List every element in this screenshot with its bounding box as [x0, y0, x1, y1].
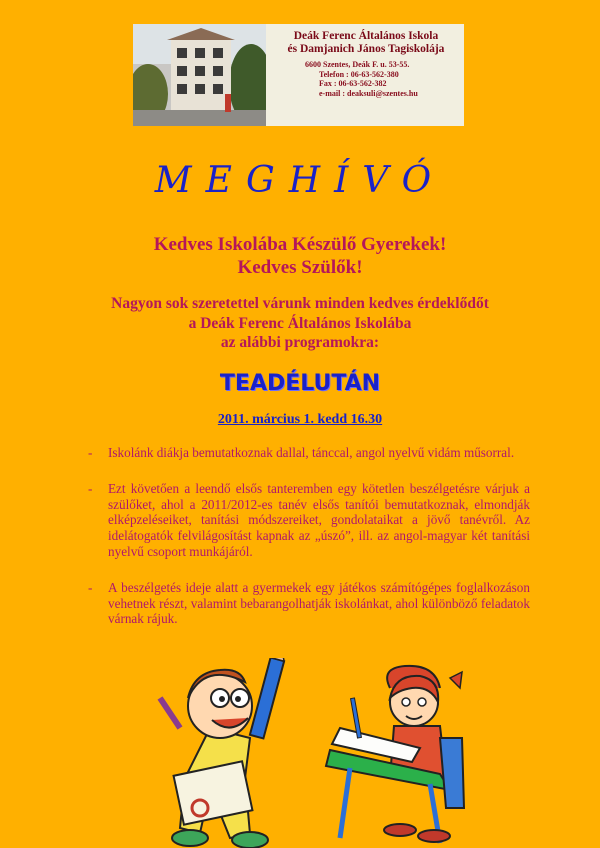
school-fax: Fax : 06-63-562-382	[319, 79, 387, 89]
bullet-dash: -	[88, 445, 93, 460]
program-item-text: Iskolánk diákja bemutatkoznak dallal, tánccal, angol nyelvű vidám műsorral.	[108, 445, 515, 460]
girl-at-desk-cartoon	[326, 666, 464, 843]
school-contact-block	[271, 30, 461, 98]
intro-line3: az alábbi programokra:	[220, 334, 380, 351]
school-email: e-mail : deaksuli@szentes.hu	[319, 88, 418, 98]
program-item	[88, 481, 530, 560]
program-item-text: Ezt követően a leendő elsős tanteremben egy kötetlen beszélgetésre várjuk a szülőket, ahol a 2011/2012-es tanév elsős tanítói bemutatkoznak, elmondják elképzeléseiket, tanítási módszereiket, gondolataikat a jövő tanévről. Az idelátogatók felvilágosítást kapnak az „úszó”, ill. az angol-magyar két tanítási nyelvű csoport munkájáról.	[108, 480, 530, 559]
greeting-children: Kedves Iskolába Készülő Gyerekek!	[153, 234, 447, 255]
school-phone: Telefon : 06-63-562-380	[319, 69, 399, 79]
invitation-title: MEGHÍVÓ	[154, 160, 446, 201]
school-name-line2: és Damjanich János Tagiskolája	[287, 43, 445, 55]
event-name: TEADÉLUTÁN	[219, 371, 381, 396]
school-name-line1: Deák Ferenc Általános Iskola	[293, 30, 439, 42]
intro-text	[0, 294, 600, 353]
school-address: 6600 Szentes, Deák F. u. 53-55.	[305, 60, 410, 69]
intro-line1: Nagyon sok szeretettel várunk minden kedves érdeklődőt	[111, 295, 489, 312]
school-building-photo	[133, 24, 266, 126]
intro-line2: a Deák Ferenc Általános Iskolába	[188, 314, 412, 332]
bullet-dash: -	[88, 579, 93, 595]
program-item	[88, 580, 530, 627]
greeting-parents: Kedves Szülők!	[237, 257, 363, 278]
event-date: 2011. március 1. kedd 16.30	[217, 412, 383, 427]
boy-cartoon	[160, 658, 288, 848]
program-item	[88, 445, 530, 461]
school-header	[133, 24, 464, 126]
program-list	[88, 445, 530, 647]
greeting	[0, 233, 600, 279]
bullet-dash: -	[88, 480, 93, 496]
program-item-text: A beszélgetés ideje alatt a gyermekek egy játékos számítógépes foglalkozáson vehetnek részt, valamint bebarangolhatják iskolánkat, ahol különböző feladatok várnak rájuk.	[108, 579, 530, 627]
children-cartoon-illustration	[150, 658, 470, 848]
